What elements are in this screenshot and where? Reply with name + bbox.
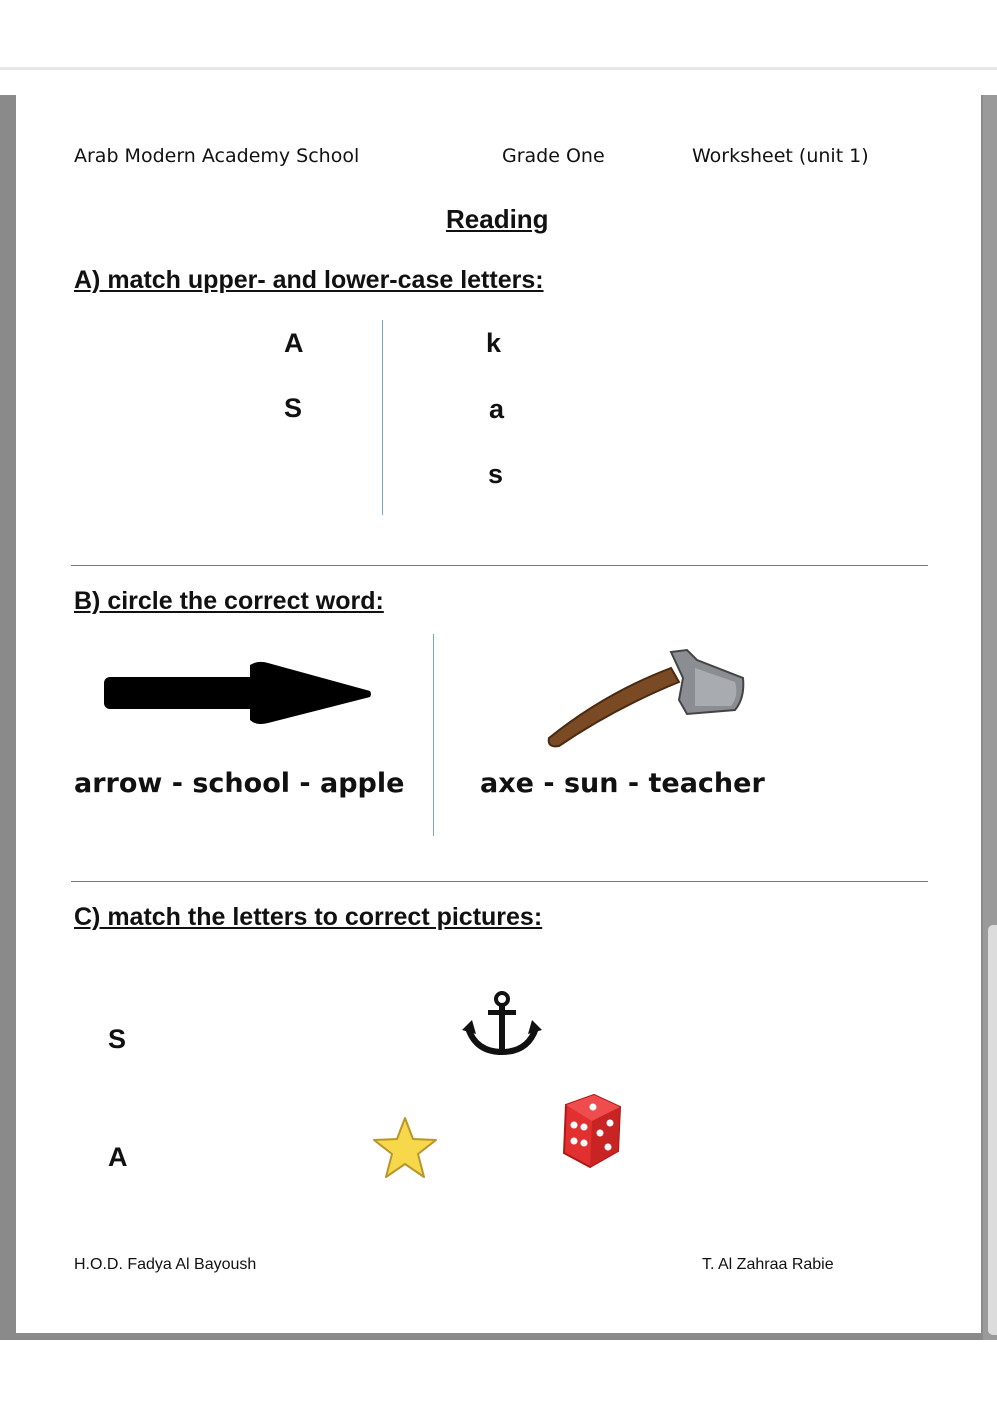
hod-signature: H.O.D. Fadya Al Bayoush: [74, 1256, 257, 1273]
upper-letter-a: A: [284, 328, 304, 358]
lower-letter-a: a: [489, 394, 505, 424]
lower-letter-s: s: [488, 459, 504, 489]
arrow-icon: [104, 660, 372, 728]
anchor-icon: [462, 990, 542, 1056]
upper-letter-s: S: [284, 393, 303, 423]
word-options-left[interactable]: arrow - school - apple: [74, 768, 405, 799]
page-title: Reading: [446, 204, 549, 234]
picture-letter-a: A: [108, 1142, 128, 1172]
axe-icon: [545, 648, 747, 750]
section-b-divider: [433, 634, 434, 836]
section-separator-2: [71, 881, 928, 882]
school-name: Arab Modern Academy School: [74, 145, 360, 167]
worksheet-label: Worksheet (unit 1): [692, 145, 869, 167]
section-a-divider: [382, 320, 383, 515]
dice-icon: [558, 1093, 630, 1169]
teacher-signature: T. Al Zahraa Rabie: [702, 1256, 834, 1273]
lower-letter-k: k: [486, 328, 502, 358]
section-separator-1: [71, 565, 928, 566]
word-options-right[interactable]: axe - sun - teacher: [480, 768, 765, 799]
star-icon: [371, 1115, 439, 1181]
picture-letter-s: S: [108, 1024, 127, 1054]
section-c-heading: C) match the letters to correct pictures:: [74, 903, 543, 931]
top-divider: [0, 67, 997, 70]
section-a-heading: A) match upper- and lower-case letters:: [74, 266, 544, 294]
scrollbar-thumb[interactable]: [988, 925, 997, 1335]
grade-label: Grade One: [502, 145, 605, 167]
section-b-heading: B) circle the correct word:: [74, 587, 384, 615]
